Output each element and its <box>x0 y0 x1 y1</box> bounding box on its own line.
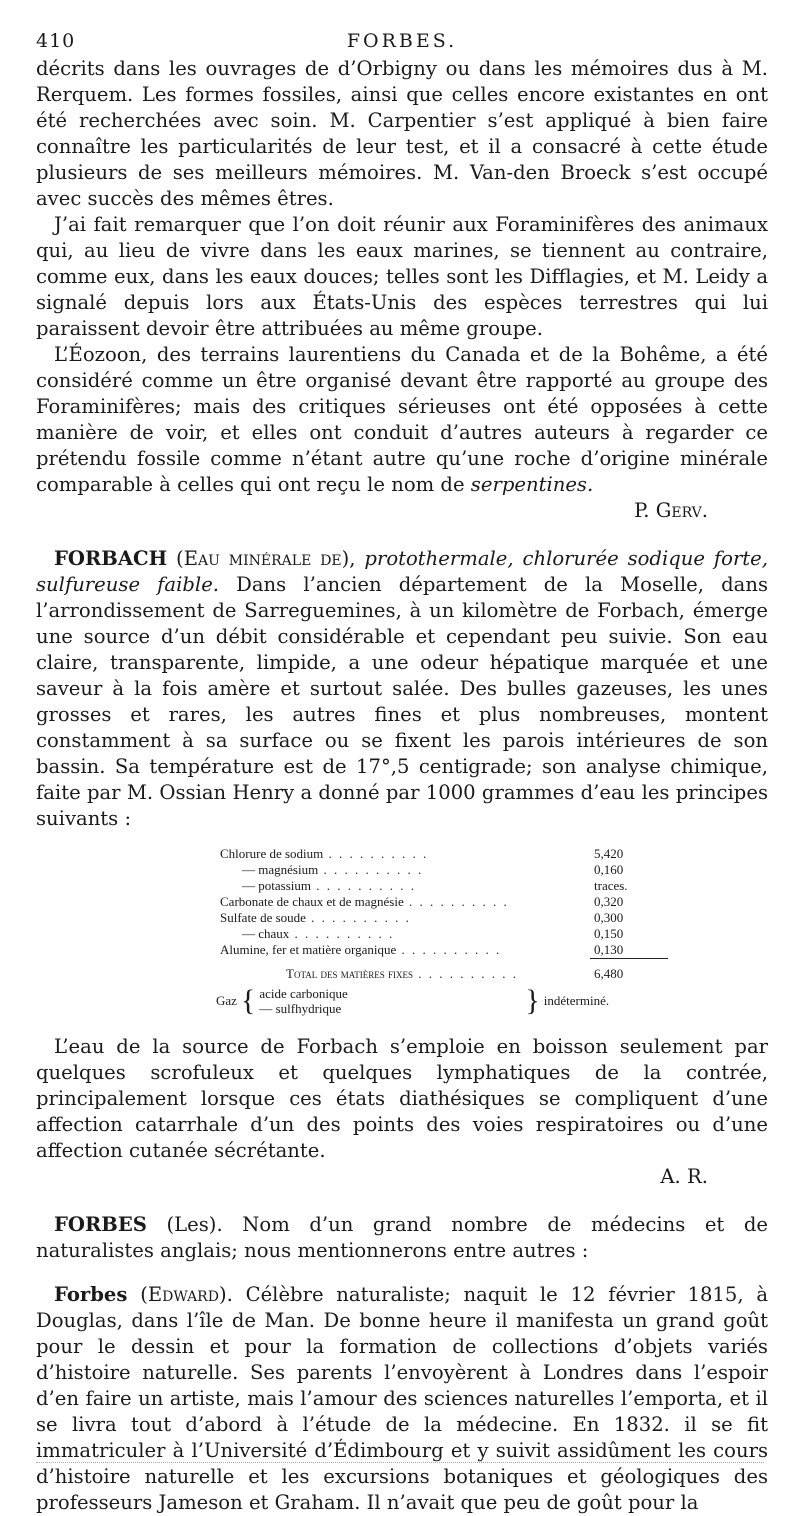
page-header <box>36 22 768 56</box>
gaz-label: Gaz <box>216 993 237 1008</box>
analysis-value: 0,150 <box>594 926 624 941</box>
total-value: 6,480 <box>590 959 668 983</box>
analysis-value: 0,160 <box>594 862 624 877</box>
page-number: 410 <box>36 30 76 52</box>
gaz-row: Gaz { acide carbonique — sulfhydrique } indéterminé. <box>216 984 610 1017</box>
footer-rule <box>36 1462 764 1463</box>
headword-forbes-les: FORBES <box>54 1213 147 1236</box>
forbes-edward-body: Célèbre naturaliste; naquit le 12 février 1815, à Douglas, dans l’île de Man. De bonne heure il manifesta un grand goût pour le dessin et pour la formation de collections d’objets variés d’histoire naturelle. Ses parents l’envoyèrent à Londres dans l’espoir d’en faire un artiste, mais l’amour des sciences naturelles l’emporta, et il se livra tout d’abord à l’étude de la médecine. En 1832. il se fit immatriculer à l’Université d’Édimbourg et y suivit assidûment les cours d’histoire naturelle et les excursions botaniques et géologiques des professeurs Jameson et Graham. Il n’avait que peu de goût pour la <box>36 1283 769 1514</box>
forbach-body: Dans l’ancien département de la Moselle, dans l’arrondissement de Sarreguemines, à un kilomètre de Forbach, émerge une source d’un débit considérable et cependant peu suivie. Son eau claire, transparente, limpide, a une odeur hépatique marquée et une saveur à la fois amère et surtout salée. Des bulles gazeuses, les unes grosses et rares, les autres fines et plus nombreuses, montent constamment à sa surface ou se fixent les parois intérieures de son bassin. Sa température est de 17°,5 centigrade; son analyse chimique, faite par M. Ossian Henry a donné par 1000 grammes d’eau les principes suivants : <box>36 573 768 830</box>
paragraph-1: décrits dans les ouvrages de d’Orbigny ou dans les mémoires dus à M. Rerquem. Les formes fossiles, ainsi que celles encore existantes en ont été recherchées avec soin. M. Carpentier s’est appliqué à bien faire connaître les particularités de leur test, et il a consacré à cette étude plusieurs de ses meilleurs mémoires. M. Van-den Broeck s’est occupé avec succès des mêmes êtres. <box>36 57 768 210</box>
paragraph-2: J’ai fait remarquer que l’on doit réunir aux Foraminifères des animaux qui, au lieu de vivre dans les eaux marines, se tiennent au contraire, comme eux, dans les eaux douces; telles sont les Difflagies, et M. Leidy a signalé depuis lors aux États-Unis des espèces terrestres qui lui paraissent devoir être attribuées au même groupe. <box>36 213 768 340</box>
analysis-label: Carbonate de chaux et de magnésie . . . . . . . . . . <box>220 894 509 909</box>
signature-gerv: P. Gerv. <box>634 499 708 522</box>
gaz-row-1: acide carbonique <box>259 986 348 1001</box>
analysis-label: — magnésium . . . . . . . . . . <box>242 862 424 877</box>
signature-ar: A. R. <box>660 1165 708 1188</box>
analysis-label: Sulfate de soude . . . . . . . . . . <box>220 910 411 925</box>
analysis-row <box>216 910 668 926</box>
entry-forbach <box>36 546 768 832</box>
forbach-paren: (Eau minérale de), <box>176 547 356 570</box>
gaz-components <box>259 986 521 1016</box>
paragraph-3-text: L’Éozoon, des terrains laurentiens du Canada et de la Bohême, a été considéré comme un être organisé devant être rapporté au groupe des Foraminifères; mais des critiques sérieuses ont été opposées à cette manière de voir, et elles ont conduit d’autres auteurs à regarder ce prétendu fossile comme n’étant autre qu’une roche d’origine minérale comparable à celles qui ont reçu le nom de <box>36 343 768 496</box>
forbach-qualifiers: protothermale, chlorurée sodique forte, sulfureuse faible. <box>36 547 769 596</box>
analysis-label: Chlorure de sodium . . . . . . . . . . <box>220 846 429 861</box>
analysis-total-row <box>216 959 668 983</box>
analysis-value: 0,300 <box>594 910 624 925</box>
analysis-value: traces. <box>594 878 628 893</box>
analysis-row <box>216 942 668 959</box>
total-label: Total des matières fixes . . . . . . . . . . <box>286 965 518 981</box>
forbes-edward-paren: (Edward). <box>140 1283 233 1306</box>
analysis-row <box>216 846 668 862</box>
entry-forbes-les <box>36 1212 768 1264</box>
analysis-value: 0,320 <box>594 894 624 909</box>
headword-forbes-edward: Forbes <box>54 1283 128 1306</box>
analysis-value: 5,420 <box>594 846 624 861</box>
gaz-row-2: — sulfhydrique <box>259 1001 342 1016</box>
headword-forbach: FORBACH <box>54 547 168 570</box>
analysis-row <box>216 926 668 942</box>
analysis-label: — chaux . . . . . . . . . . <box>242 926 395 941</box>
forbes-les-body: Nom d’un grand nombre de médecins et de naturalistes anglais; nous mentionnerons entre autres : <box>36 1213 769 1262</box>
analysis-label: — potassium . . . . . . . . . . <box>242 878 416 893</box>
forbes-les-paren: (Les). <box>166 1213 223 1236</box>
gaz-value: indéterminé. <box>543 993 610 1008</box>
analysis-value: 0,130 <box>594 942 624 957</box>
entry-forbes-edward <box>36 1282 768 1516</box>
analysis-table <box>216 846 668 982</box>
paragraph-3 <box>36 342 768 498</box>
analysis-row <box>216 878 668 894</box>
forbach-usage: L’eau de la source de Forbach s’emploie en boisson seulement par quelques scrofuleux et quelques lymphatiques de la contrée, principalement lorsque ces états diathésiques se compliquent d’une affection catarrhale d’un des points des voies respiratoires ou d’une affection cutanée sécrétante. <box>36 1035 768 1162</box>
analysis-label: Alumine, fer et matière organique . . . . . . . . . . <box>220 942 502 958</box>
page <box>36 22 768 1516</box>
analysis-row <box>216 862 668 878</box>
analysis-row <box>216 894 668 910</box>
running-title: FORBES. <box>346 30 458 52</box>
paragraph-3-italic: serpentines. <box>470 473 594 496</box>
